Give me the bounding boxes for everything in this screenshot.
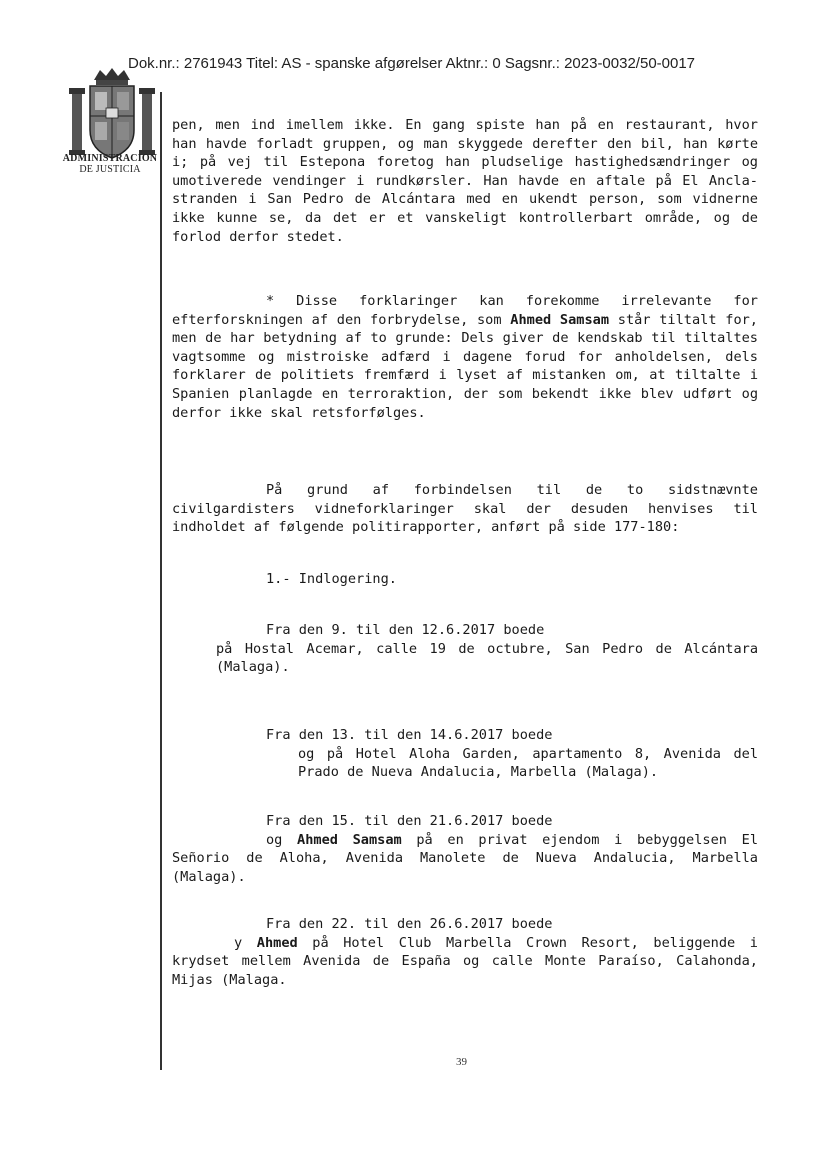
entry-2-og: og bbox=[298, 745, 315, 762]
section-heading bbox=[172, 570, 758, 589]
defendant-name: Ahmed Samsam bbox=[510, 311, 610, 328]
crest-caption-administracion: ADMINISTRACION bbox=[62, 153, 158, 164]
lodging-entry-1 bbox=[172, 621, 758, 677]
entry-3-location: på en privat ejendom i bebyggelsen El Señorio de Aloha, Avenida Manolete de Nueva Andalucia, Marbella (Malaga). bbox=[172, 831, 758, 885]
entry-4-dates: Fra den 22. til den 26.6.2017 boede bbox=[266, 916, 553, 932]
paragraph-2-pre: * Disse forklaringer kan forekomme irrelevante for efterforskningen af den forbrydelse, som bbox=[172, 293, 758, 328]
paragraph-3 bbox=[172, 481, 758, 537]
document-header: Dok.nr.: 2761943 Titel: AS - spanske afgørelser Aktnr.: 0 Sagsnr.: 2023-0032/50-0017 bbox=[128, 55, 696, 72]
lodging-entry-3 bbox=[172, 812, 758, 886]
entry-4-y: y bbox=[234, 934, 257, 951]
entry-2-location: på Hotel Aloha Garden, apartamento 8, Avenida del Prado de Nueva Andalucia, Marbella (Malaga). bbox=[298, 745, 759, 781]
paragraph-2 bbox=[172, 292, 758, 422]
lodging-entry-2 bbox=[172, 726, 758, 782]
paragraph-1 bbox=[172, 116, 758, 246]
paragraph-1-text: pen, men ind imellem ikke. En gang spiste han på en restaurant, hvor han havde forladt gruppen, og man skyggede derefter den bil, han kørte i; på vej til Estepona foretog han pludselige hastighedsændringer og umotiverede vendinger i rundkørsler. Han havde en aftale på El Ancla-stranden i San Pedro de Alcántara med en ukendt person, som vidnerne ikke kunne se, da det er et vanskeligt kontrollerbart område, og de forlod derfor stedet. bbox=[172, 117, 758, 245]
entry-4-name: Ahmed bbox=[256, 934, 298, 951]
entry-4-location: på Hotel Club Marbella Crown Resort, beliggende i krydset mellem Avenida de España og calle Monte Paraíso, Calahonda, Mijas (Malaga. bbox=[172, 934, 758, 988]
page-number: 39 bbox=[456, 1056, 467, 1068]
entry-2-dates: Fra den 13. til den 14.6.2017 boede bbox=[266, 727, 553, 743]
entry-3-dates: Fra den 15. til den 21.6.2017 boede bbox=[266, 813, 553, 829]
lodging-entry-4 bbox=[172, 915, 758, 989]
paragraph-2-post: står tiltalt for, men de har betydning af to grunde: Dels giver de kendskab til tiltaltes vagtsomme og mistroiske adfærd i dagene forud for anholdelsen, dels forklarer de politiets fremfærd i lyset af mistanken om, at tiltalte i Spanien planlagde en terroraktion, der som bekendt ikke blev udført og derfor ikke skal retsforfølges. bbox=[172, 311, 758, 421]
entry-1-location: på Hostal Acemar, calle 19 de octubre, San Pedro de Alcántara (Malaga). bbox=[216, 640, 758, 676]
crest-caption-justicia: DE JUSTICIA bbox=[79, 164, 141, 175]
entry-3-name: Ahmed Samsam bbox=[297, 831, 402, 848]
paragraph-3-text: På grund af forbindelsen til de to sidstnævnte civilgardisters vidneforklaringer skal der desuden henvises til indholdet af følgende politirapporter, anført på side 177-180: bbox=[172, 482, 758, 536]
margin-rule bbox=[160, 92, 162, 1070]
entry-1-dates: Fra den 9. til den 12.6.2017 boede bbox=[266, 622, 545, 638]
section-heading-text: 1.- Indlogering. bbox=[266, 571, 397, 587]
entry-3-og: og bbox=[266, 831, 298, 848]
